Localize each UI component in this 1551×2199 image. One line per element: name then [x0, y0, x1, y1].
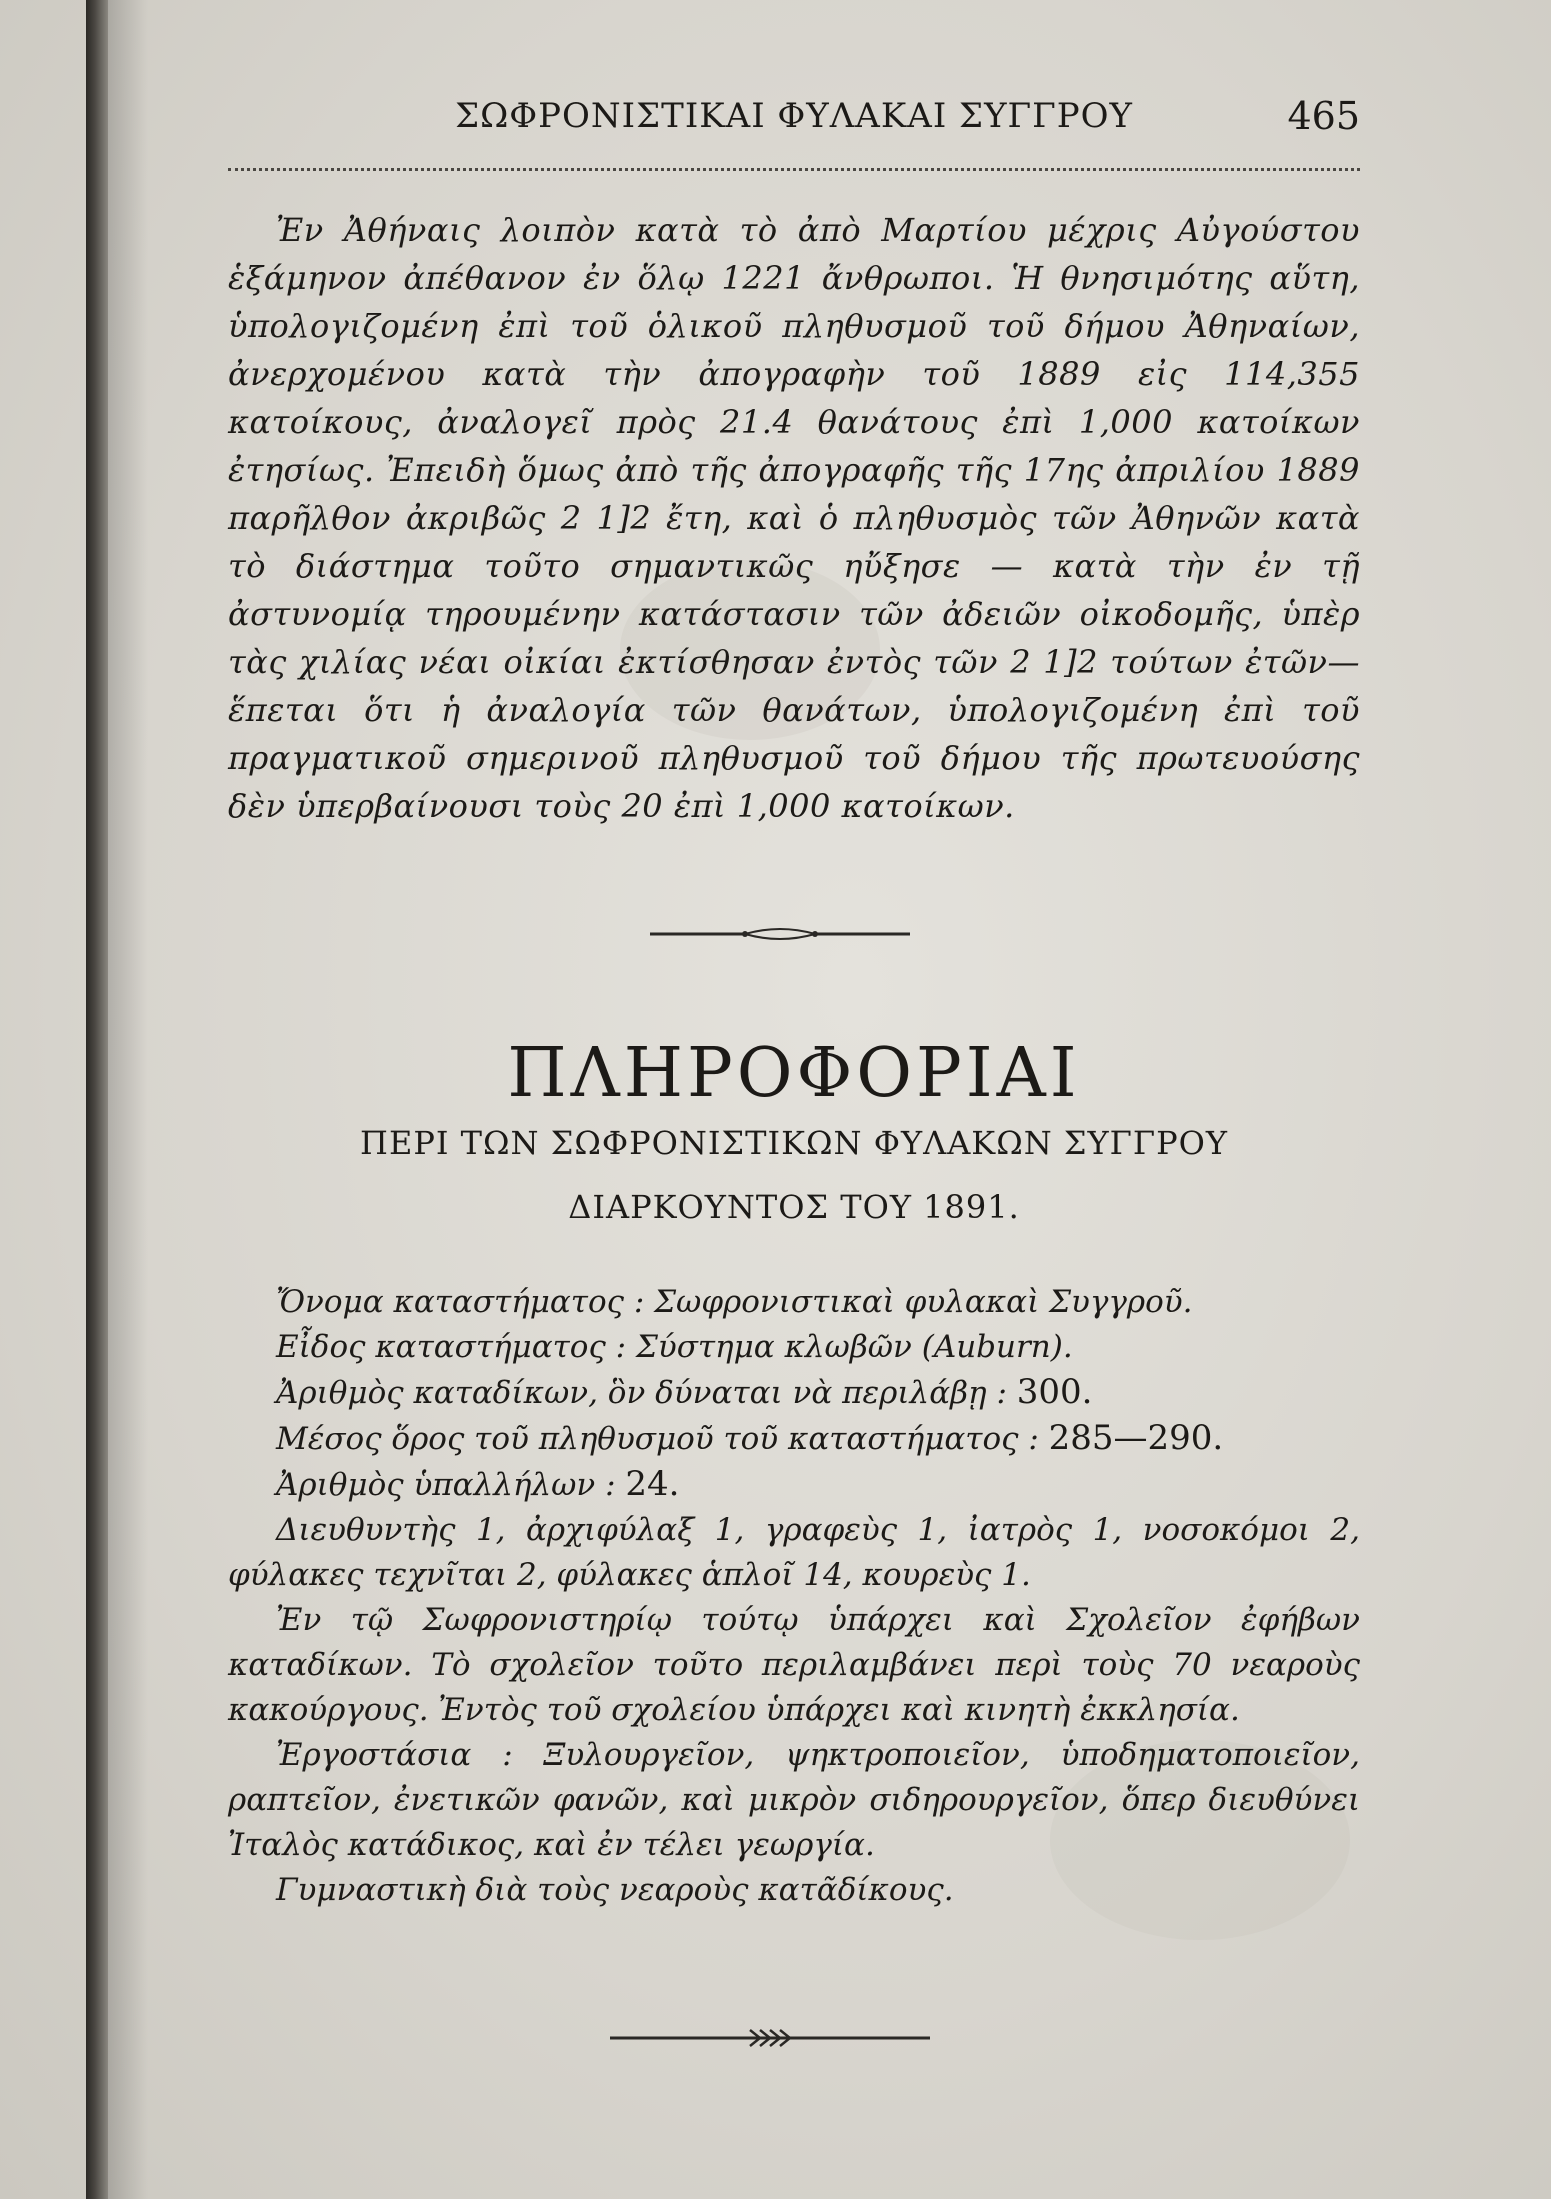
gymnastics-paragraph: Γυμναστικὴ διὰ τοὺς νεαροὺς κατᾶδίκους. — [276, 1872, 954, 1908]
end-ornament — [610, 2026, 930, 2050]
book-binding — [86, 0, 108, 2199]
section-subtitle: ΠΕΡΙ ΤΩΝ ΣΩΦΡΟΝΙΣΤΙΚΩΝ ΦΥΛΑΚΩΝ ΣΥΓΓΡΟΥ — [360, 1124, 1228, 1162]
intro-paragraph-text: Ἐν Ἀθήναις λοιπὸν κατὰ τὸ ἀπὸ Μαρτίου μέχρις Αὐγούστου ἑξάμηνον ἀπέθανον ἐν ὅλῳ 1221 ἄνθρωποι. Ἡ θνησιμότης αὕτη, ὑπολογιζομένη ἐπὶ τοῦ ὁλικοῦ πληθυσμοῦ τοῦ δήμου Ἀθηναίων, ἀνερχομένου κατὰ τὴν ἀπογραφὴν τοῦ 1889 εἰς 114,355 κατοίκους, ἀναλογεῖ πρὸς 21.4 θανάτους ἐπὶ 1,000 κατοίκων ἐτησίως. Ἐπειδὴ ὅμως ἀπὸ τῆς ἀπογραφῆς τῆς 17ης ἀπριλίου 1889 παρῆλθον ἀκριβῶς 2 1]2 ἔτη, καὶ ὁ πληθυσμὸς τῶν Ἀθηνῶν κατὰ τὸ διάστημα τοῦτο σημαντικῶς ηὔξησε — κατὰ τὴν ἐν τῇ ἀστυνομίᾳ τηρουμένην κατάστασιν τῶν ἀδειῶν οἰκοδομῆς, ὑπὲρ τὰς χιλίας νέαι οἰκίαι ἐκτίσθησαν ἐντὸς τῶν 2 1]2 τούτων ἐτῶν—ἕπεται ὅτι ἡ ἀναλογία τῶν θανάτων, ὑπολογιζομένη ἐπὶ τοῦ πραγματικοῦ σημερινοῦ πληθυσμοῦ τοῦ δήμου τῆς πρωτευούσης δὲν ὑπερβαίνουσι τοὺς 20 ἐπὶ 1,000 κατοίκων. — [228, 211, 1360, 825]
divider-ornament — [650, 924, 910, 944]
info-label: Ἀριθμὸς καταδίκων, ὃν δύναται νὰ περιλάβῃ : — [276, 1375, 1007, 1411]
info-value: Σωφρονιστικαὶ φυλακαὶ Συγγροῦ. — [654, 1284, 1193, 1320]
info-value: 285—290. — [1048, 1418, 1224, 1458]
section-title: ΠΛΗΡΟΦΟΡΙΑΙ — [507, 1034, 1081, 1113]
info-label: Ὄνομα καταστήματος : — [276, 1284, 645, 1320]
staff-breakdown: Διευθυντὴς 1, ἀρχιφύλαξ 1, γραφεὺς 1, ἰατρὸς 1, νοσοκόμοι 2, φύλακες τεχνῖται 2, φύλακες ἁπλοῖ 14, κουρεὺς 1. — [228, 1512, 1360, 1593]
school-paragraph: Ἐν τῷ Σωφρονιστηρίῳ τούτῳ ὑπάρχει καὶ Σχολεῖον ἐφήβων καταδίκων. Τὸ σχολεῖον τοῦτο περιλαμβάνει περὶ τοὺς 70 νεαροὺς κακούργους. Ἐντὸς τοῦ σχολείου ὑπάρχει καὶ κινητὴ ἐκκλησία. — [228, 1602, 1360, 1728]
running-header-title: ΣΩΦΡΟΝΙΣΤΙΚΑΙ ΦΥΛΑΚΑΙ ΣΥΓΓΡΟΥ — [455, 96, 1133, 136]
binding-shadow — [108, 0, 148, 2199]
info-row-staff — [228, 1462, 1360, 1508]
info-value: 24. — [625, 1464, 680, 1504]
info-label: Ἀριθμὸς ὑπαλλήλων : — [276, 1467, 616, 1503]
info-row-name — [228, 1280, 1360, 1325]
institution-info — [228, 1280, 1360, 1913]
header-rule — [228, 168, 1360, 171]
running-header — [228, 92, 1360, 152]
info-label: Μέσος ὅρος τοῦ πληθυσμοῦ τοῦ καταστήματος : — [276, 1421, 1039, 1457]
workshops-paragraph: Ἐργοστάσια : Ξυλουργεῖον, ψηκτροποιεῖον, ὑποδηματοποιεῖον, ραπτεῖον, ἐνετικῶν φανῶν, καὶ μικρὸν σιδηρουργεῖον, ὅπερ διευθύνει Ἰταλὸς κατάδικος, καὶ ἐν τέλει γεωργία. — [228, 1737, 1360, 1863]
page-number: 465 — [1287, 94, 1360, 138]
info-value: Σύστημα κλωβῶν (Auburn). — [635, 1329, 1073, 1365]
info-value: 300. — [1016, 1372, 1093, 1412]
section-subtitle-year: ΔΙΑΡΚΟΥΝΤΟΣ ΤΟΥ 1891. — [568, 1188, 1020, 1226]
info-row-capacity — [228, 1370, 1360, 1416]
info-label: Εἶδος καταστήματος : — [276, 1329, 627, 1365]
info-row-type — [228, 1325, 1360, 1370]
intro-paragraph — [228, 206, 1360, 830]
info-row-population — [228, 1416, 1360, 1462]
